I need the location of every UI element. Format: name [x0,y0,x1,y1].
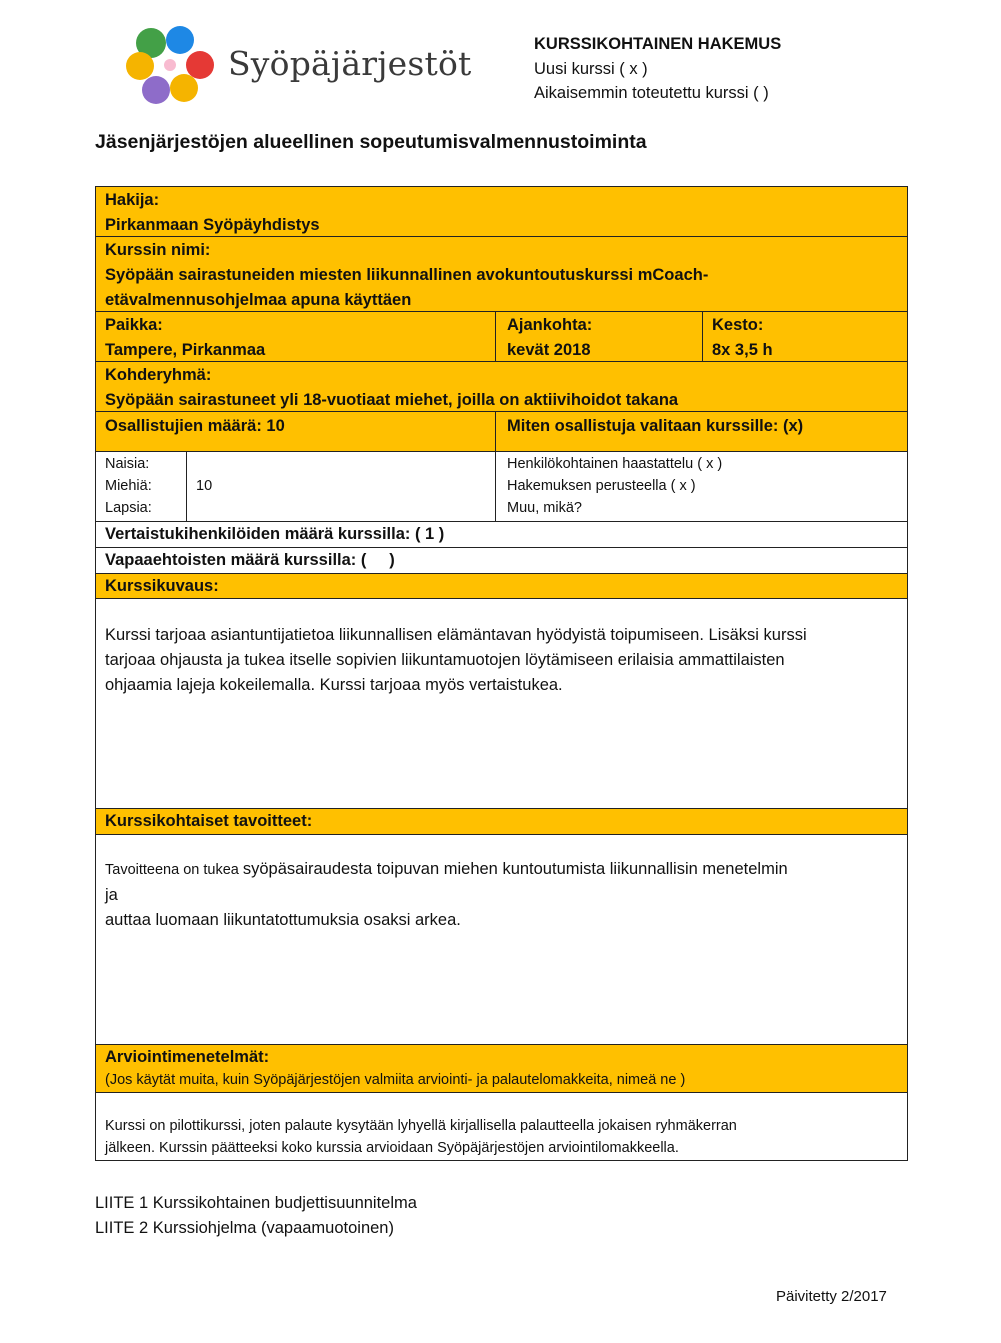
description-header [95,573,908,599]
form-title: KURSSIKOHTAINEN HAKEMUS [534,35,782,53]
goals-body [95,834,908,1045]
course-name-line1: Syöpään sairastuneiden miesten liikunnallinen avokuntoutuskurssi mCoach- [105,266,709,284]
page-title: Jäsenjärjestöjen alueellinen sopeutumisvalmennustoiminta [95,131,647,153]
logo-flower-icon [118,18,228,110]
divider [495,412,496,451]
divider [495,312,496,361]
selection-option-interview: Henkilökohtainen haastattelu ( x ) [507,456,723,472]
evaluation-line: jälkeen. Kurssin päätteeksi koko kurssia arvioidaan Syöpäjärjestöjen arviointilomakkeella. [105,1140,679,1156]
new-course-option: Uusi kurssi ( x ) [534,59,648,78]
selection-option-application: Hakemuksen perusteella ( x ) [507,478,696,494]
peer-support-row [95,521,908,548]
target-group-row [95,361,908,412]
women-label: Naisia: [105,456,150,472]
form-header [534,32,781,106]
goals-line: syöpäsairaudesta toipuvan miehen kuntoutumista liikunnallisin menetelmin [242,860,788,878]
men-value: 10 [196,478,213,494]
duration-value: 8x 3,5 h [712,341,773,359]
goals-intro: Tavoitteena on tukea [105,862,243,878]
description-line: ohjaamia lajeja kokeilemalla. Kurssi tarjoaa myös vertaistukea. [105,676,563,694]
description-label: Kurssikuvaus: [105,577,219,595]
goals-label: Kurssikohtaiset tavoitteet: [105,812,313,830]
volunteers-row [95,547,908,574]
syopajarjestot-logo [118,18,472,110]
volunteers-count: Vapaaehtoisten määrä kurssilla: ( ) [105,551,395,569]
evaluation-label: Arviointimenetelmät: [105,1048,270,1066]
time-label: Ajankohta: [507,316,593,334]
selection-option-other: Muu, mikä? [507,500,582,516]
goals-line: ja [105,886,118,904]
updated-date: Päivitetty 2/2017 [776,1288,887,1305]
evaluation-header [95,1044,908,1093]
description-line: tarjoaa ohjausta ja tukea itselle sopivien liikuntamuotojen löytämiseen erilaisia ammattilaisten [105,651,785,669]
men-label: Miehiä: [105,478,152,494]
attachment-1: LIITE 1 Kurssikohtainen budjettisuunnitelma [95,1194,417,1212]
attachments [95,1191,417,1240]
hakija-value: Pirkanmaan Syöpäyhdistys [105,216,320,234]
target-group-label: Kohderyhmä: [105,366,212,384]
previous-course-option: Aikaisemmin toteutettu kurssi ( ) [534,84,769,102]
selection-label: Miten osallistuja valitaan kurssille: (x) [507,417,804,435]
divider [186,452,187,521]
evaluation-line: Kurssi on pilottikurssi, joten palaute kysytään lyhyellä kirjallisella palautteella jokaisen ryhmäkerran [105,1118,737,1134]
logo-text: Syöpäjärjestöt [228,44,472,83]
description-text [105,623,807,698]
divider [702,312,703,361]
participants-label: Osallistujien määrä: 10 [105,417,285,435]
place-value: Tampere, Pirkanmaa [105,341,266,359]
attachment-2: LIITE 2 Kurssiohjelma (vapaamuotoinen) [95,1218,394,1237]
hakija-row [95,186,908,237]
target-group-value: Syöpään sairastuneet yli 18-vuotiaat miehet, joilla on aktiivihoidot takana [105,391,679,409]
time-value: kevät 2018 [507,341,591,359]
children-label: Lapsia: [105,500,152,516]
description-body [95,598,908,809]
participants-detail-row [95,451,908,522]
place-label: Paikka: [105,316,163,334]
goals-line: auttaa luomaan liikuntatottumuksia osaksi arkea. [105,911,461,929]
goals-header [95,808,908,835]
goals-text [105,857,788,933]
course-name-line2: etävalmennusohjelmaa apuna käyttäen [105,291,412,309]
divider [495,452,496,521]
evaluation-hint: (Jos käytät muita, kuin Syöpäjärjestöjen valmiita arviointi- ja palautelomakkeita, nimeä ne ) [105,1072,686,1088]
description-line: Kurssi tarjoaa asiantuntijatietoa liikunnallisen elämäntavan hyödyistä toipumiseen. Lisäksi kurssi [105,626,807,644]
duration-label: Kesto: [712,316,764,334]
course-name-row [95,236,908,312]
participants-header-row [95,411,908,452]
peer-support-count: Vertaistukihenkilöiden määrä kurssilla: ( 1 ) [105,525,445,543]
place-time-row [95,311,908,362]
application-form [95,186,908,1161]
course-name-label: Kurssin nimi: [105,241,211,259]
evaluation-body [95,1092,908,1161]
hakija-label: Hakija: [105,191,160,209]
